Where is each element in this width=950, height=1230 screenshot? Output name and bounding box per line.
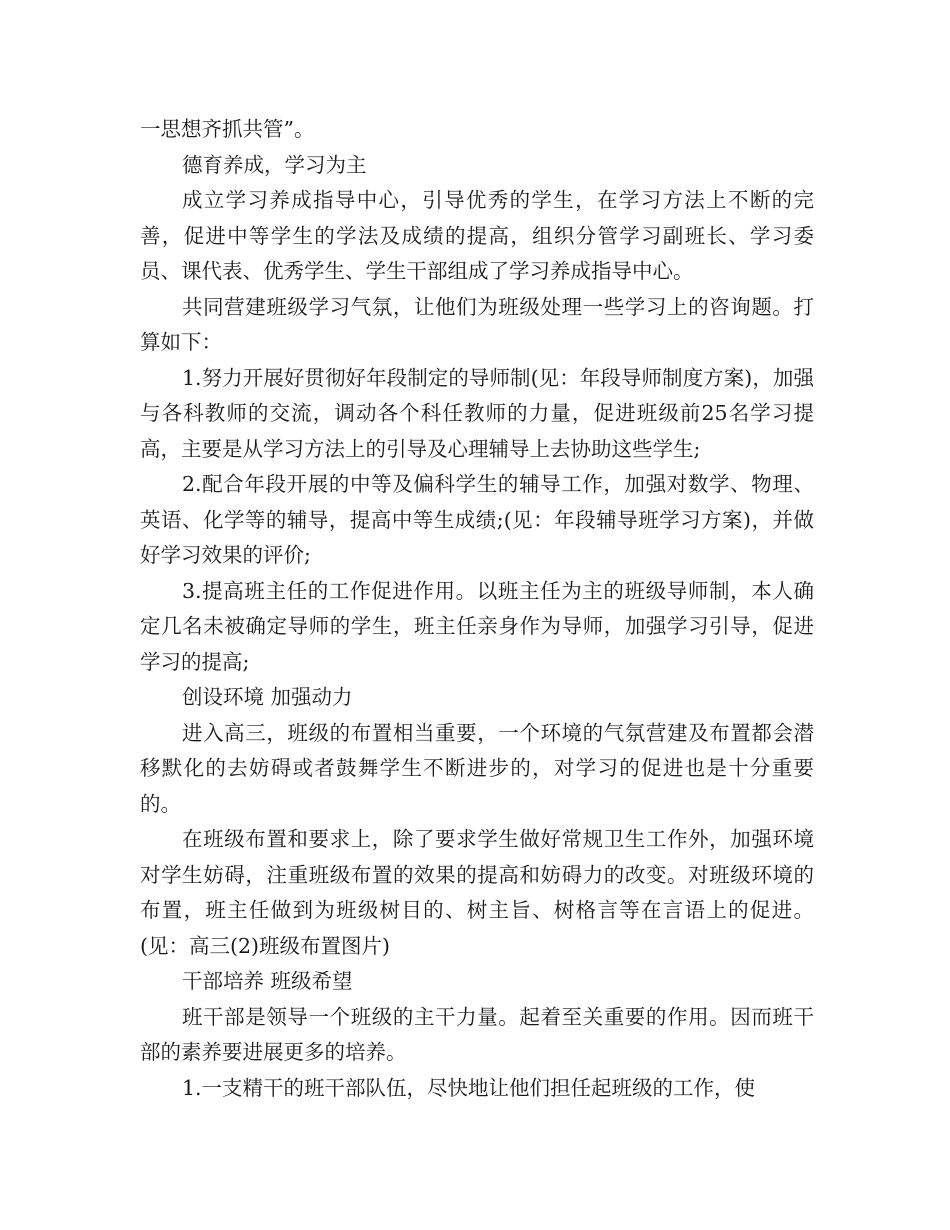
section-heading-environment: 创设环境 加强动力 xyxy=(182,685,353,709)
paragraph-study-center: 成立学习养成指导中心，引导优秀的学生，在学习方法上不断的完善，促进中等学生的学法及成绩的提高，组织分管学习副班长、学习委员、课代表、优秀学生、学生干部组成了学习养成指导中心。 xyxy=(140,188,814,283)
paragraph-class-cadres: 班干部是领导一个班级的主干力量。起着至关重要的作用。因而班干部的素养要进展更多的培养。 xyxy=(140,1004,814,1064)
list-item-1-mentor-system: 1.努力开展好贯彻好年段制定的导师制(见：年段导师制度方案)，加强与各科教师的交流，调动各个科任教师的力量，促进班级前25名学习提高，主要是从学习方法上的引导及心理辅导上去协助这些学生; xyxy=(140,365,814,461)
paragraph-class-layout-requirements: 在班级布置和要求上，除了要求学生做好常规卫生工作外，加强环境对学生妨碍，注重班级布置的效果的提高和妨碍力的改变。对班级环境的布置，班主任做到为班级树目的、树主旨、树格言等在言语上的促进。(见：高三(2)班级布置图片) xyxy=(140,827,814,958)
paragraph-continuation: 一思想齐抓共管”。 xyxy=(140,117,315,141)
document-page xyxy=(140,112,814,1106)
section-heading-moral-education: 德育养成，学习为主 xyxy=(182,152,367,177)
list-item-3-head-teacher: 3.提高班主任的工作促进作用。以班主任为主的班级导师制，本人确定几名未被确定导师的学生，班主任亲身作为导师，加强学习引导，促进学习的提高; xyxy=(140,578,814,674)
list-item-2-tutoring: 2.配合年段开展的中等及偏科学生的辅导工作，加强对数学、物理、英语、化学等的辅导，提高中等生成绩;(见：年段辅导班学习方案)，并做好学习效果的评价; xyxy=(140,472,814,567)
paragraph-class-layout-importance: 进入高三，班级的布置相当重要，一个环境的气氛营建及布置都会潜移默化的去妨碍或者鼓舞学生不断进步的，对学习的促进也是十分重要的。 xyxy=(140,720,814,816)
paragraph-study-atmosphere: 共同营建班级学习气氛，让他们为班级处理一些学习上的咨询题。打算如下： xyxy=(140,294,814,354)
section-heading-cadre-training: 干部培养 班级希望 xyxy=(182,969,353,993)
list-item-1-cadre-team: 1.一支精干的班干部队伍，尽快地让他们担任起班级的工作，使 xyxy=(182,1075,756,1100)
